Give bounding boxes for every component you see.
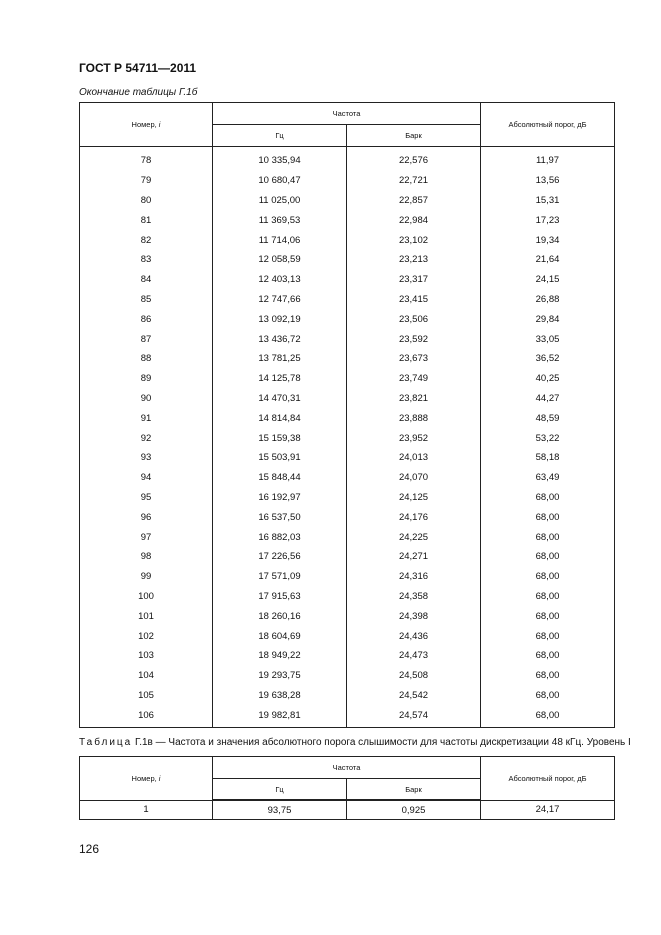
- table-row: [80, 547, 615, 567]
- cell-threshold: 68,00: [481, 567, 615, 587]
- table-row: [80, 408, 615, 428]
- header-hz: Гц: [213, 125, 347, 147]
- cell-bark: 23,952: [347, 428, 481, 448]
- cell-threshold: 26,88: [481, 290, 615, 310]
- header-bark: Барк: [347, 779, 481, 801]
- cell-threshold: 48,59: [481, 408, 615, 428]
- cell-hz: 16 882,03: [213, 527, 347, 547]
- cell-threshold: 58,18: [481, 448, 615, 468]
- header-number: Номер, i: [80, 103, 213, 147]
- cell-number: 83: [80, 250, 213, 270]
- cell-bark: 24,508: [347, 666, 481, 686]
- cell-bark: 24,125: [347, 488, 481, 508]
- cell-bark: 23,749: [347, 369, 481, 389]
- cell-bark: 24,358: [347, 587, 481, 607]
- table-row: [80, 329, 615, 349]
- table-continuation-caption: Окончание таблицы Г.1б: [79, 87, 198, 98]
- cell-hz: 19 638,28: [213, 686, 347, 706]
- cell-threshold: 68,00: [481, 527, 615, 547]
- cell-bark: 24,176: [347, 507, 481, 527]
- cell-threshold: 68,00: [481, 626, 615, 646]
- cell-bark: 24,316: [347, 567, 481, 587]
- cell-hz: 14 814,84: [213, 408, 347, 428]
- cell-hz: 13 781,25: [213, 349, 347, 369]
- header-frequency: Частота: [213, 103, 481, 125]
- cell-hz: 12 747,66: [213, 290, 347, 310]
- cell-number: 102: [80, 626, 213, 646]
- table-row: [80, 606, 615, 626]
- table-row: [80, 250, 615, 270]
- cell-hz: 18 604,69: [213, 626, 347, 646]
- cell-number: 81: [80, 210, 213, 230]
- cell-hz: 16 192,97: [213, 488, 347, 508]
- header-threshold: Абсолютный порог, дБ: [481, 757, 615, 801]
- cell-threshold: 24,15: [481, 270, 615, 290]
- cell-threshold: 68,00: [481, 507, 615, 527]
- table-row: [80, 389, 615, 409]
- cell-hz: 15 848,44: [213, 468, 347, 488]
- cell-threshold: 13,56: [481, 171, 615, 191]
- table-row: [80, 646, 615, 666]
- table-row: [80, 230, 615, 250]
- cell-threshold: 15,31: [481, 191, 615, 211]
- cell-hz: 11 714,06: [213, 230, 347, 250]
- cell-bark: 23,821: [347, 389, 481, 409]
- cell-bark: 22,984: [347, 210, 481, 230]
- cell-threshold: 33,05: [481, 329, 615, 349]
- header-frequency: Частота: [213, 757, 481, 779]
- table-body: [80, 147, 615, 728]
- cell-hz: 13 092,19: [213, 309, 347, 329]
- cell-bark: 0,925: [347, 800, 481, 820]
- table-row: [80, 448, 615, 468]
- cell-bark: 23,213: [347, 250, 481, 270]
- cell-hz: 15 503,91: [213, 448, 347, 468]
- cell-threshold: 68,00: [481, 606, 615, 626]
- table-row: [80, 171, 615, 191]
- cell-number: 86: [80, 309, 213, 329]
- cell-threshold: 17,23: [481, 210, 615, 230]
- cell-hz: 10 680,47: [213, 171, 347, 191]
- cell-number: 106: [80, 705, 213, 727]
- cell-number: 85: [80, 290, 213, 310]
- cell-number: 84: [80, 270, 213, 290]
- table-body: [80, 800, 615, 820]
- cell-number: 103: [80, 646, 213, 666]
- table-row: [80, 705, 615, 727]
- table-row: [80, 468, 615, 488]
- cell-hz: 12 058,59: [213, 250, 347, 270]
- cell-hz: 17 226,56: [213, 547, 347, 567]
- cell-number: 79: [80, 171, 213, 191]
- cell-bark: 24,398: [347, 606, 481, 626]
- table-row: [80, 686, 615, 706]
- cell-number: 104: [80, 666, 213, 686]
- cell-number: 88: [80, 349, 213, 369]
- cell-threshold: 44,27: [481, 389, 615, 409]
- cell-number: 100: [80, 587, 213, 607]
- cell-number: 94: [80, 468, 213, 488]
- header-hz: Гц: [213, 779, 347, 801]
- cell-number: 91: [80, 408, 213, 428]
- cell-threshold: 19,34: [481, 230, 615, 250]
- cell-threshold: 68,00: [481, 488, 615, 508]
- cell-hz: 93,75: [213, 800, 347, 820]
- cell-threshold: 29,84: [481, 309, 615, 329]
- cell-bark: 24,070: [347, 468, 481, 488]
- table-row: [80, 666, 615, 686]
- cell-number: 89: [80, 369, 213, 389]
- cell-number: 80: [80, 191, 213, 211]
- cell-hz: 10 335,94: [213, 147, 347, 171]
- cell-bark: 23,317: [347, 270, 481, 290]
- cell-hz: 12 403,13: [213, 270, 347, 290]
- cell-bark: 24,271: [347, 547, 481, 567]
- cell-hz: 17 915,63: [213, 587, 347, 607]
- cell-number: 97: [80, 527, 213, 547]
- table-row: [80, 191, 615, 211]
- cell-hz: 11 369,53: [213, 210, 347, 230]
- cell-threshold: 40,25: [481, 369, 615, 389]
- cell-number: 93: [80, 448, 213, 468]
- cell-bark: 22,721: [347, 171, 481, 191]
- cell-threshold: 68,00: [481, 587, 615, 607]
- cell-number: 78: [80, 147, 213, 171]
- cell-number: 87: [80, 329, 213, 349]
- cell-bark: 24,225: [347, 527, 481, 547]
- table-row: [80, 309, 615, 329]
- cell-bark: 23,415: [347, 290, 481, 310]
- cell-hz: 11 025,00: [213, 191, 347, 211]
- cell-bark: 23,888: [347, 408, 481, 428]
- cell-hz: 15 159,38: [213, 428, 347, 448]
- table-row: [80, 800, 615, 820]
- cell-threshold: 68,00: [481, 646, 615, 666]
- page-number: 126: [79, 842, 100, 856]
- cell-threshold: 68,00: [481, 705, 615, 727]
- cell-bark: 23,506: [347, 309, 481, 329]
- cell-number: 105: [80, 686, 213, 706]
- cell-threshold: 24,17: [481, 800, 615, 820]
- cell-number: 92: [80, 428, 213, 448]
- cell-bark: 24,574: [347, 705, 481, 727]
- table-row: [80, 290, 615, 310]
- table-row: [80, 147, 615, 171]
- cell-threshold: 63,49: [481, 468, 615, 488]
- table-row: [80, 507, 615, 527]
- cell-hz: 18 260,16: [213, 606, 347, 626]
- cell-bark: 24,542: [347, 686, 481, 706]
- table-row: [80, 270, 615, 290]
- cell-hz: 14 470,31: [213, 389, 347, 409]
- cell-threshold: 21,64: [481, 250, 615, 270]
- table-title-g1v: Таблица Г.1в — Частота и значения абсолютного порога слышимости для частоты дискретизации 48 кГц. Уровень I: [79, 737, 631, 748]
- header-threshold: Абсолютный порог, дБ: [481, 103, 615, 147]
- table-row: [80, 210, 615, 230]
- table-row: [80, 488, 615, 508]
- cell-number: 1: [80, 800, 213, 820]
- cell-bark: 23,592: [347, 329, 481, 349]
- cell-bark: 24,013: [347, 448, 481, 468]
- cell-hz: 18 949,22: [213, 646, 347, 666]
- table-row: [80, 428, 615, 448]
- cell-number: 82: [80, 230, 213, 250]
- cell-hz: 13 436,72: [213, 329, 347, 349]
- cell-threshold: 53,22: [481, 428, 615, 448]
- table-row: [80, 626, 615, 646]
- table-row: [80, 567, 615, 587]
- cell-bark: 22,576: [347, 147, 481, 171]
- cell-number: 96: [80, 507, 213, 527]
- table-row: [80, 587, 615, 607]
- cell-hz: 14 125,78: [213, 369, 347, 389]
- table-row: [80, 369, 615, 389]
- cell-number: 95: [80, 488, 213, 508]
- cell-hz: 19 293,75: [213, 666, 347, 686]
- cell-bark: 23,673: [347, 349, 481, 369]
- cell-bark: 24,436: [347, 626, 481, 646]
- threshold-table-g1v: [79, 756, 615, 820]
- table-row: [80, 349, 615, 369]
- standard-code: ГОСТ Р 54711—2011: [79, 61, 197, 75]
- cell-threshold: 36,52: [481, 349, 615, 369]
- cell-bark: 22,857: [347, 191, 481, 211]
- header-number: Номер, i: [80, 757, 213, 801]
- cell-threshold: 68,00: [481, 547, 615, 567]
- cell-number: 98: [80, 547, 213, 567]
- cell-hz: 17 571,09: [213, 567, 347, 587]
- cell-threshold: 68,00: [481, 686, 615, 706]
- cell-number: 101: [80, 606, 213, 626]
- cell-threshold: 68,00: [481, 666, 615, 686]
- cell-threshold: 11,97: [481, 147, 615, 171]
- cell-bark: 24,473: [347, 646, 481, 666]
- table-row: [80, 527, 615, 547]
- cell-bark: 23,102: [347, 230, 481, 250]
- cell-hz: 19 982,81: [213, 705, 347, 727]
- threshold-table-g1b: [79, 102, 615, 728]
- header-bark: Барк: [347, 125, 481, 147]
- cell-number: 99: [80, 567, 213, 587]
- cell-hz: 16 537,50: [213, 507, 347, 527]
- cell-number: 90: [80, 389, 213, 409]
